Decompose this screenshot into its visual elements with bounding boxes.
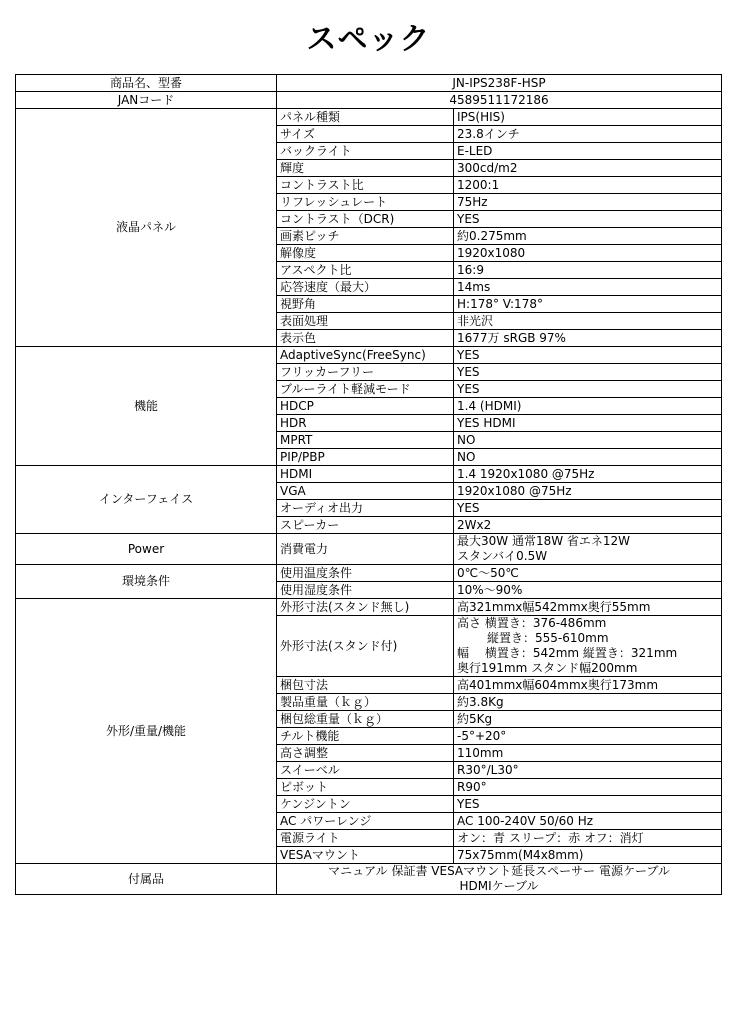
spec-value: 110mm: [454, 745, 722, 762]
table-row: [16, 864, 722, 895]
spec-value: 1.4 1920x1080 @75Hz: [454, 466, 722, 483]
accessories-value: [277, 864, 722, 895]
table-row: [16, 466, 722, 483]
spec-value: YES: [454, 364, 722, 381]
spec-value: 非光沢: [454, 313, 722, 330]
spec-key: 消費電力: [277, 534, 454, 565]
spec-key: 解像度: [277, 245, 454, 262]
spec-value: 1920x1080: [454, 245, 722, 262]
spec-key: 外形寸法(スタンド付): [277, 616, 454, 677]
spec-value: 1200:1: [454, 177, 722, 194]
stand-dimension-line: 幅 横置き：542mm 縦置き：321mm: [457, 646, 678, 660]
table-row: [16, 599, 722, 616]
spec-key: 視野角: [277, 296, 454, 313]
spec-value: NO: [454, 449, 722, 466]
power-value: [454, 534, 722, 565]
spec-value: YES: [454, 796, 722, 813]
spec-key: ブルーライト軽減モード: [277, 381, 454, 398]
table-row: [16, 565, 722, 582]
spec-value: AC 100-240V 50/60 Hz: [454, 813, 722, 830]
spec-value: 1920x1080 @75Hz: [454, 483, 722, 500]
features-group-label: 機能: [16, 347, 277, 466]
spec-key: 梱包寸法: [277, 677, 454, 694]
spec-value: 約5Kg: [454, 711, 722, 728]
spec-value: 10%～90%: [454, 582, 722, 599]
spec-key: ピボット: [277, 779, 454, 796]
spec-value: YES: [454, 347, 722, 364]
spec-key: スイーベル: [277, 762, 454, 779]
table-row: [16, 109, 722, 126]
spec-value: 1.4 (HDMI): [454, 398, 722, 415]
spec-value: YES: [454, 381, 722, 398]
spec-key: HDR: [277, 415, 454, 432]
spec-key: オーディオ出力: [277, 500, 454, 517]
spec-key: 表示色: [277, 330, 454, 347]
spec-key: 梱包総重量（ｋｇ）: [277, 711, 454, 728]
spec-value: 0℃～50℃: [454, 565, 722, 582]
stand-dimension-line: 奥行191mm スタンド幅200mm: [457, 661, 638, 675]
spec-value: 2Wx2: [454, 517, 722, 534]
spec-value: 14ms: [454, 279, 722, 296]
spec-key: コントラスト（DCR): [277, 211, 454, 228]
spec-key: 応答速度（最大）: [277, 279, 454, 296]
model-value: JN-IPS238F-HSP: [277, 75, 722, 92]
spec-value: YES: [454, 500, 722, 517]
spec-key: 電源ライト: [277, 830, 454, 847]
spec-value: R30°/L30°: [454, 762, 722, 779]
outer-group-label: 外形/重量/機能: [16, 599, 277, 864]
jan-value: 4589511172186: [277, 92, 722, 109]
spec-key: アスペクト比: [277, 262, 454, 279]
spec-key: HDCP: [277, 398, 454, 415]
page-title: スペック: [306, 22, 431, 57]
spec-key: HDMI: [277, 466, 454, 483]
env-group-label: 環境条件: [16, 565, 277, 599]
spec-key: PIP/PBP: [277, 449, 454, 466]
spec-key: AdaptiveSync(FreeSync): [277, 347, 454, 364]
spec-value: 約0.275mm: [454, 228, 722, 245]
spec-value: NO: [454, 432, 722, 449]
spec-value: 約3.8Kg: [454, 694, 722, 711]
spec-value: オン：青 スリープ：赤 オフ：消灯: [454, 830, 722, 847]
spec-value: 高401mmx幅604mmx奥行173mm: [454, 677, 722, 694]
spec-value: R90°: [454, 779, 722, 796]
spec-value: H:178° V:178°: [454, 296, 722, 313]
spec-key: 使用温度条件: [277, 565, 454, 582]
accessories-group-label: 付属品: [16, 864, 277, 895]
power-group-label: Power: [16, 534, 277, 565]
spec-key: VGA: [277, 483, 454, 500]
spec-key: バックライト: [277, 143, 454, 160]
spec-key: チルト機能: [277, 728, 454, 745]
spec-value: 23.8インチ: [454, 126, 722, 143]
power-line: 最大30W 通常18W 省エネ12W: [457, 534, 631, 548]
spec-key: 画素ピッチ: [277, 228, 454, 245]
spec-key: 外形寸法(スタンド無し): [277, 599, 454, 616]
spec-value: 1677万 sRGB 97%: [454, 330, 722, 347]
model-label: 商品名、型番: [16, 75, 277, 92]
spec-key: フリッカーフリー: [277, 364, 454, 381]
spec-value: 75Hz: [454, 194, 722, 211]
spec-key: ケンジントン: [277, 796, 454, 813]
accessories-line: マニュアル 保証書 VESAマウント延長スペーサー 電源ケーブル: [328, 864, 670, 878]
spec-key: 製品重量（ｋｇ）: [277, 694, 454, 711]
spec-value: IPS(HIS): [454, 109, 722, 126]
spec-value: YES: [454, 211, 722, 228]
spec-value: YES HDMI: [454, 415, 722, 432]
spec-table: [15, 74, 722, 895]
spec-value: 75x75mm(M4x8mm): [454, 847, 722, 864]
spec-key: 輝度: [277, 160, 454, 177]
table-row: [16, 75, 722, 92]
stand-dimension-line: 高さ 横置き：376-486mm: [457, 616, 607, 630]
spec-key: リフレッシュレート: [277, 194, 454, 211]
spec-value: -5°+20°: [454, 728, 722, 745]
spec-value: 高321mmx幅542mmx奥行55mm: [454, 599, 722, 616]
spec-key: VESAマウント: [277, 847, 454, 864]
spec-key: AC パワーレンジ: [277, 813, 454, 830]
jan-label: JANコード: [16, 92, 277, 109]
spec-key: サイズ: [277, 126, 454, 143]
power-line: スタンバイ0.5W: [457, 549, 548, 563]
table-row: [16, 92, 722, 109]
accessories-line: HDMIケーブル: [459, 879, 539, 893]
spec-key: パネル種類: [277, 109, 454, 126]
stand-dimension-line: 縦置き：555-610mm: [487, 631, 609, 645]
spec-key: コントラスト比: [277, 177, 454, 194]
spec-key: スピーカー: [277, 517, 454, 534]
spec-key: 高さ調整: [277, 745, 454, 762]
spec-value: 16:9: [454, 262, 722, 279]
table-row: [16, 534, 722, 565]
spec-value: E-LED: [454, 143, 722, 160]
spec-key: 表面処理: [277, 313, 454, 330]
interface-group-label: インターフェイス: [16, 466, 277, 534]
spec-key: 使用湿度条件: [277, 582, 454, 599]
stand-dimensions-value: [454, 616, 722, 677]
spec-key: MPRT: [277, 432, 454, 449]
lcd-group-label: 液晶パネル: [16, 109, 277, 347]
spec-value: 300cd/m2: [454, 160, 722, 177]
table-row: [16, 347, 722, 364]
